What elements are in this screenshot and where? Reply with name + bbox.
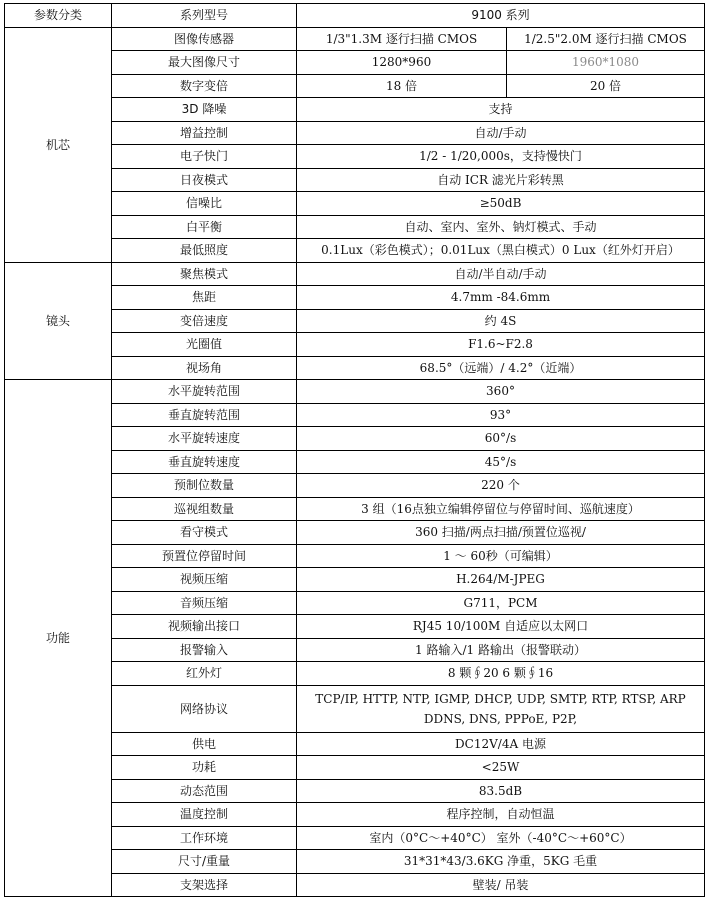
param-name: 数字变倍	[112, 74, 297, 98]
param-name: 白平衡	[112, 215, 297, 239]
param-value: 1280*960	[297, 51, 507, 75]
param-name: 信噪比	[112, 192, 297, 216]
param-name: 工作环境	[112, 826, 297, 850]
param-name: 电子快门	[112, 145, 297, 169]
param-name: 网络协议	[112, 685, 297, 732]
param-name: 预置位停留时间	[112, 544, 297, 568]
param-name: 垂直旋转速度	[112, 450, 297, 474]
header-model: 系列型号	[112, 4, 297, 28]
param-value: 93°	[297, 403, 705, 427]
param-value: 68.5°（远端）/ 4.2°（近端）	[297, 356, 705, 380]
param-value: 1/2.5"2.0M 逐行扫描 CMOS	[507, 27, 705, 51]
category-lens: 镜头	[5, 262, 112, 380]
param-value: 31*31*43/3.6KG 净重，5KG 毛重	[297, 850, 705, 874]
param-name: 日夜模式	[112, 168, 297, 192]
param-value: DC12V/4A 电源	[297, 732, 705, 756]
param-value: 360 扫描/两点扫描/预置位巡视/	[297, 521, 705, 545]
param-value: H.264/M-JPEG	[297, 568, 705, 592]
param-value: 220 个	[297, 474, 705, 498]
param-value: 支持	[297, 98, 705, 122]
param-name: 预制位数量	[112, 474, 297, 498]
param-value: 45°/s	[297, 450, 705, 474]
param-name: 视场角	[112, 356, 297, 380]
param-value: 自动、室内、室外、钠灯模式、手动	[297, 215, 705, 239]
param-value: 约 4S	[297, 309, 705, 333]
category-function: 功能	[5, 380, 112, 897]
param-value	[297, 685, 705, 732]
param-value: 程序控制，自动恒温	[297, 803, 705, 827]
header-category: 参数分类	[5, 4, 112, 28]
param-name: 3D 降噪	[112, 98, 297, 122]
param-name: 最低照度	[112, 239, 297, 263]
param-value: <25W	[297, 756, 705, 780]
param-value: 3 组（16点独立编辑停留位与停留时间、巡航速度）	[297, 497, 705, 521]
param-name: 视频压缩	[112, 568, 297, 592]
param-name: 视频输出接口	[112, 615, 297, 639]
param-name: 供电	[112, 732, 297, 756]
param-value: RJ45 10/100M 自适应以太网口	[297, 615, 705, 639]
header-series: 9100 系列	[297, 4, 705, 28]
table-row	[5, 262, 705, 286]
spec-table	[4, 3, 705, 897]
param-value: 1 路输入/1 路输出（报警联动）	[297, 638, 705, 662]
param-name: 音频压缩	[112, 591, 297, 615]
param-value: 1 ～ 60秒（可编辑）	[297, 544, 705, 568]
param-value: 0.1Lux（彩色模式）；0.01Lux（黑白模式）0 Lux（红外灯开启）	[297, 239, 705, 263]
table-row	[5, 380, 705, 404]
param-value: F1.6~F2.8	[297, 333, 705, 357]
param-name: 增益控制	[112, 121, 297, 145]
param-name: 看守模式	[112, 521, 297, 545]
table-row	[5, 27, 705, 51]
param-value: G711，PCM	[297, 591, 705, 615]
param-value-line: DDNS, DNS, PPPoE, P2P,	[423, 711, 578, 726]
param-value: 83.5dB	[297, 779, 705, 803]
param-name: 支架选择	[112, 873, 297, 897]
category-core: 机芯	[5, 27, 112, 262]
param-name: 变倍速度	[112, 309, 297, 333]
param-value: 室内（0°C～+40°C） 室外（-40°C～+60°C）	[297, 826, 705, 850]
param-name: 焦距	[112, 286, 297, 310]
param-value: ≥50dB	[297, 192, 705, 216]
param-value: 自动/半自动/手动	[297, 262, 705, 286]
param-value: 8 颗∮20 6 颗∮16	[297, 662, 705, 686]
param-value: 20 倍	[507, 74, 705, 98]
param-name: 图像传感器	[112, 27, 297, 51]
param-value-line: TCP/IP, HTTP, NTP, IGMP, DHCP, UDP, SMTP, RTP, RTSP, ARP	[315, 691, 686, 706]
param-name: 聚焦模式	[112, 262, 297, 286]
param-value: 壁装/ 吊装	[297, 873, 705, 897]
param-name: 尺寸/重量	[112, 850, 297, 874]
param-value: 1/2 - 1/20,000s，支持慢快门	[297, 145, 705, 169]
param-name: 水平旋转速度	[112, 427, 297, 451]
param-name: 红外灯	[112, 662, 297, 686]
param-value: 360°	[297, 380, 705, 404]
param-value: 自动 ICR 滤光片彩转黑	[297, 168, 705, 192]
param-name: 水平旋转范围	[112, 380, 297, 404]
param-value: 1/3"1.3M 逐行扫描 CMOS	[297, 27, 507, 51]
param-name: 动态范围	[112, 779, 297, 803]
param-name: 垂直旋转范围	[112, 403, 297, 427]
param-name: 巡视组数量	[112, 497, 297, 521]
param-value: 18 倍	[297, 74, 507, 98]
param-name: 功耗	[112, 756, 297, 780]
header-row	[5, 4, 705, 28]
param-name: 光圈值	[112, 333, 297, 357]
param-value: 1960*1080	[507, 51, 705, 75]
param-name: 最大图像尺寸	[112, 51, 297, 75]
param-name: 报警输入	[112, 638, 297, 662]
param-value: 4.7mm -84.6mm	[297, 286, 705, 310]
param-value: 60°/s	[297, 427, 705, 451]
param-name: 温度控制	[112, 803, 297, 827]
param-value: 自动/手动	[297, 121, 705, 145]
